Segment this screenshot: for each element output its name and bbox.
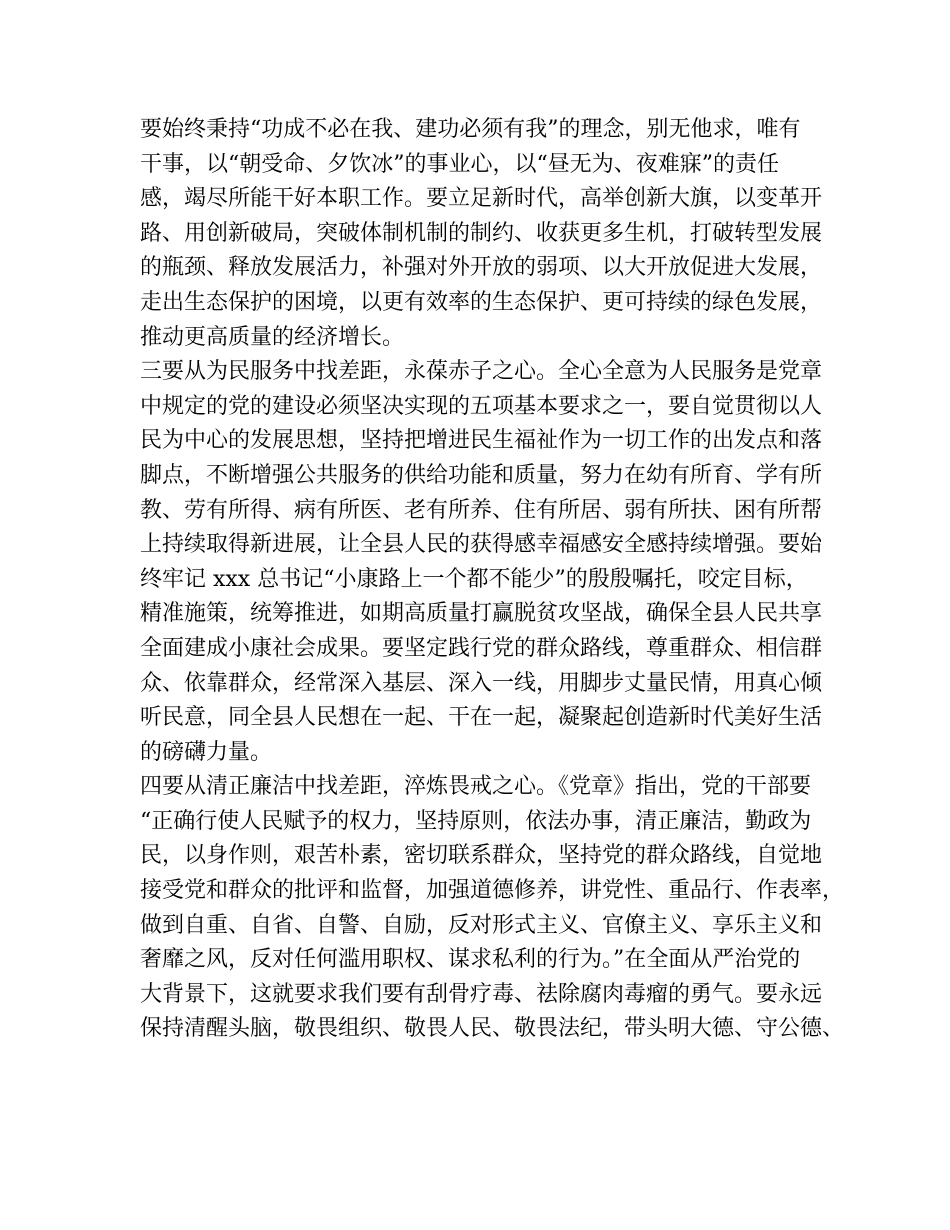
text-line: 路、用创新破局，突破体制机制的制约、收获更多生机，打破转型发展 [140, 220, 823, 246]
text-line: 奢靡之风，反对任何滥用职权、谋求私利的行为。”在全面从严治党的 [140, 947, 801, 973]
text-line: 做到自重、自省、自警、自励，反对形式主义、官僚主义、享乐主义和 [140, 912, 823, 938]
text-line: 精准施策，统筹推进，如期高质量打赢脱贫攻坚战，确保全县人民共享 [140, 601, 823, 627]
text-line: 听民意，同全县人民想在一起、干在一起，凝聚起创造新时代美好生活 [140, 705, 823, 731]
text-line: 脚点，不断增强公共服务的供给功能和质量，努力在幼有所育、学有所 [140, 462, 823, 488]
text-line: 走出生态保护的困境，以更有效率的生态保护、更可持续的绿色发展， [140, 289, 823, 315]
body-text [140, 113, 845, 1047]
text-line: 民，以身作则，艰苦朴素，密切联系群众，坚持党的群众路线，自觉地 [140, 843, 823, 869]
text-line: 干事，以“朝受命、夕饮冰”的事业心，以“昼无为、夜难寐”的责任 [140, 151, 779, 177]
text-line: 感，竭尽所能干好本职工作。要立足新时代，高举创新大旗，以变革开 [140, 186, 823, 212]
text-line: 保持清醒头脑，敬畏组织、敬畏人民、敬畏法纪，带头明大德、守公德、 [140, 1016, 845, 1042]
text-line: 的磅礴力量。 [140, 739, 273, 765]
text-line: 的瓶颈、释放发展活力，补强对外开放的弱项、以大开放促进大发展， [140, 255, 823, 281]
text-line: 三要从为民服务中找差距，永葆赤子之心。全心全意为人民服务是党章 [140, 359, 823, 385]
text-line: 民为中心的发展思想，坚持把增进民生福祉作为一切工作的出发点和落 [140, 428, 823, 454]
text-line: 推动更高质量的经济增长。 [140, 324, 405, 350]
text-line: 教、劳有所得、病有所医、老有所养、住有所居、弱有所扶、困有所帮 [140, 497, 823, 523]
text-line: 接受党和群众的批评和监督，加强道德修养，讲党性、重品行、作表率， [140, 878, 845, 904]
text-line: 上持续取得新进展，让全县人民的获得感幸福感安全感持续增强。要始 [140, 532, 823, 558]
text-line: 终牢记 xxx 总书记“小康路上一个都不能少”的殷殷嘱托，咬定目标， [140, 566, 808, 592]
text-line: “正确行使人民赋予的权力，坚持原则，依法办事，清正廉洁，勤政为 [140, 808, 812, 834]
text-line: 要始终秉持“功成不必在我、建功必须有我”的理念，别无他求，唯有 [140, 117, 801, 142]
text-line: 全面建成小康社会成果。要坚定践行党的群众路线，尊重群众、相信群 [140, 635, 823, 661]
text-line: 众、依靠群众，经常深入基层、深入一线，用脚步丈量民情，用真心倾 [140, 670, 823, 696]
text-line: 四要从清正廉洁中找差距，淬炼畏戒之心。《党章》指出，党的干部要 [140, 774, 812, 800]
text-line: 大背景下，这就要求我们要有刮骨疗毒、祛除腐肉毒瘤的勇气。要永远 [140, 981, 823, 1007]
text-line: 中规定的党的建设必须坚决实现的五项基本要求之一，要自觉贯彻以人 [140, 393, 823, 419]
